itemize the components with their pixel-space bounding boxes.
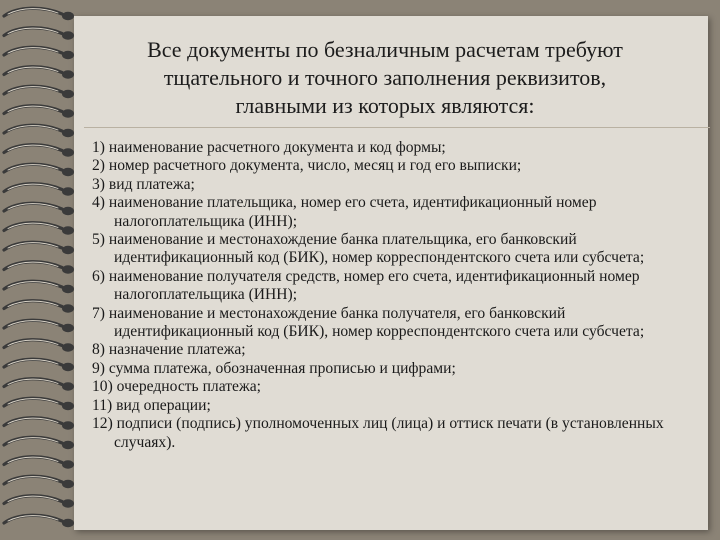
- spiral-binding: [0, 0, 90, 540]
- binding-ring: [4, 106, 74, 118]
- binding-ring: [4, 145, 74, 157]
- binding-ring: [4, 262, 74, 274]
- binding-ring: [4, 67, 74, 79]
- binding-ring: [4, 340, 74, 352]
- list-item: 2) номер расчетного документа, число, месяц и год его выписки;: [92, 157, 522, 175]
- list-item: 12) подписи (подпись) уполномоченных лиц (лица) и оттиск печати (в установленных случаях).: [92, 415, 664, 451]
- binding-ring: [4, 86, 74, 98]
- title-line-2: тщательного и точного заполнения реквизитов,: [163, 65, 607, 90]
- binding-ring: [4, 203, 74, 215]
- list-item: 6) наименование получателя средств, номер его счета, идентификационный номер налогоплательщика (ИНН);: [92, 267, 640, 304]
- list-item: 9) сумма платежа, обозначенная прописью и цифрами;: [92, 359, 456, 377]
- binding-ring: [4, 476, 74, 488]
- binding-ring: [4, 28, 74, 40]
- list-item: 10) очередность платежа;: [92, 378, 261, 396]
- binding-ring: [4, 47, 74, 59]
- binding-ring: [4, 496, 74, 508]
- binding-ring: [4, 457, 74, 469]
- binding-ring: [4, 359, 74, 371]
- binding-ring: [4, 379, 74, 391]
- title-divider: [84, 127, 710, 128]
- title-line-1: Все документы по безналичным расчетам требуют: [147, 37, 623, 62]
- list-item: 5) наименование и местонахождение банка плательщика, его банковский идентификационный код (БИК), номер корреспондентского счета или субсчета;: [92, 231, 645, 267]
- binding-ring: [4, 125, 74, 137]
- binding-ring: [4, 281, 74, 293]
- list-item: 1) наименование расчетного документа и код формы;: [92, 139, 446, 156]
- binding-ring: [4, 184, 74, 196]
- requisites-list: [92, 139, 702, 452]
- binding-ring: [4, 301, 74, 313]
- list-item: 11) вид операции;: [92, 396, 211, 414]
- binding-ring: [4, 242, 74, 254]
- slide-title: [80, 36, 690, 120]
- binding-ring: [4, 320, 74, 332]
- list-item: 4) наименование плательщика, номер его счета, идентификационный номер налогоплательщика (ИНН);: [92, 194, 597, 230]
- binding-ring: [4, 223, 74, 235]
- list-item: 7) наименование и местонахождение банка получателя, его банковский идентификационный код (БИК), номер корреспондентского счета или субсчета;: [92, 304, 645, 341]
- list-item: 3) вид платежа;: [92, 175, 195, 193]
- binding-ring: [4, 398, 74, 410]
- binding-ring: [4, 515, 74, 527]
- binding-ring: [4, 418, 74, 430]
- binding-ring: [4, 164, 74, 176]
- title-line-3: главными из которых являются:: [235, 93, 535, 118]
- binding-ring: [4, 437, 74, 449]
- list-item: 8) назначение платежа;: [92, 341, 246, 359]
- binding-ring: [4, 8, 74, 20]
